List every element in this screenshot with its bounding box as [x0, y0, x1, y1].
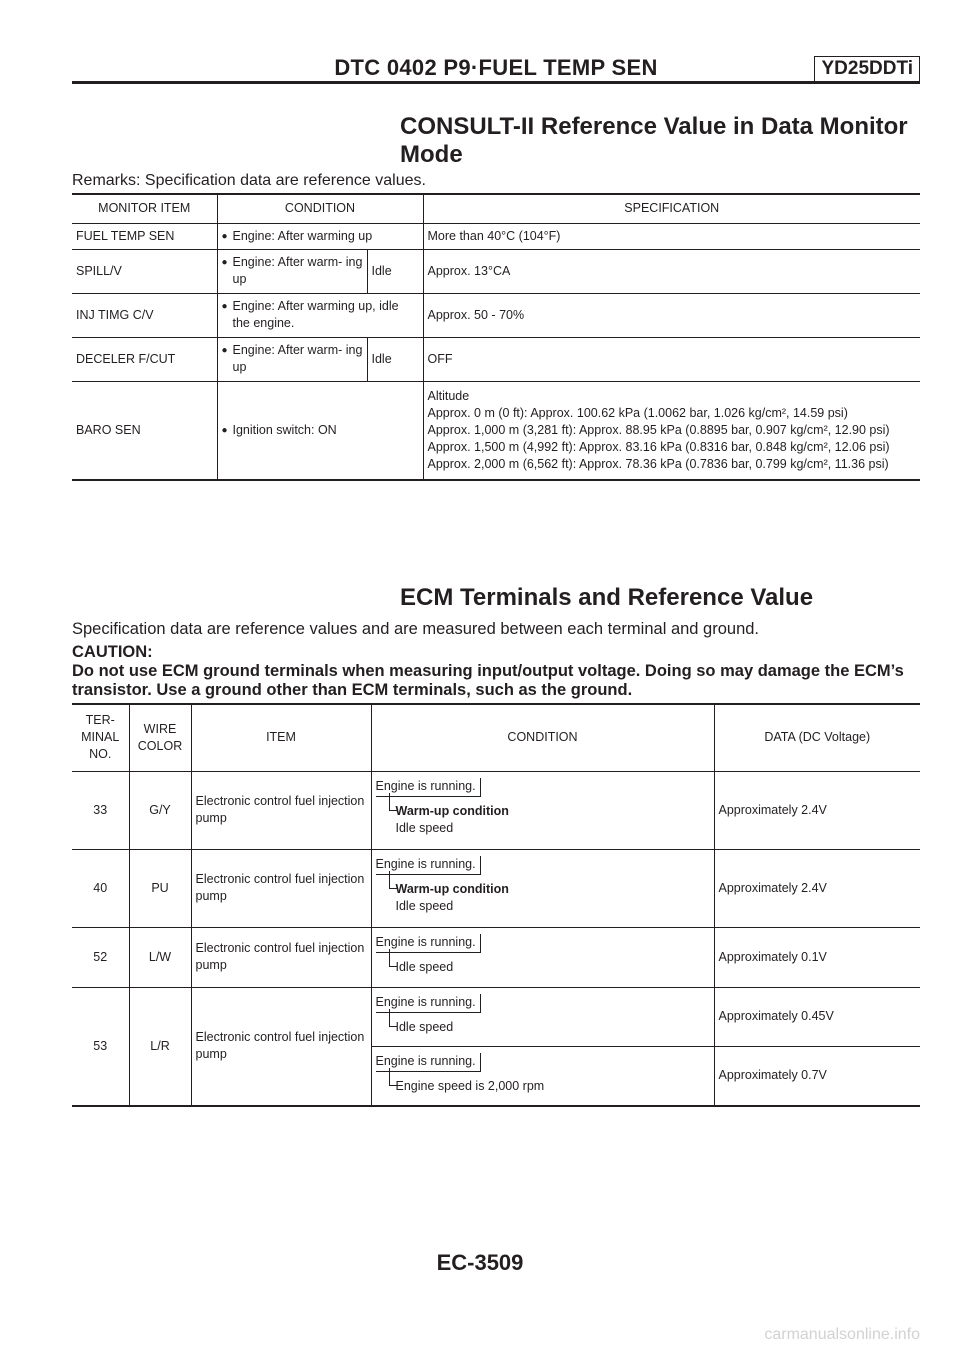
condition-sub: Idle speed — [395, 898, 454, 913]
condition: Ignition switch: ON — [232, 422, 337, 437]
condition: Engine: After warming up, idle the engine. — [232, 299, 399, 330]
spec-line: Approx. 0 m (0 ft): Approx. 100.62 kPa (1.0062 bar, 1.026 kg/cm², 14.59 psi) — [427, 405, 848, 420]
wire-color: G/Y — [129, 771, 191, 849]
watermark: carmanualsonline.info — [764, 1326, 920, 1343]
wire-color: PU — [129, 849, 191, 927]
monitor-item: DECELER F/CUT — [72, 337, 217, 381]
elbow-connector — [389, 871, 397, 889]
monitor-item: FUEL TEMP SEN — [72, 223, 217, 249]
spec-line: Approx. 2,000 m (6,562 ft): Approx. 78.36 kPa (0.7836 bar, 0.799 kg/cm², 11.36 psi) — [427, 456, 889, 471]
page-number: EC-3509 — [436, 1250, 524, 1275]
header-monitor-item: MONITOR ITEM — [72, 194, 217, 223]
condition: Engine: After warm- ing up — [232, 255, 363, 286]
header-condition: CONDITION — [217, 194, 423, 223]
specification: Approx. 50 - 70% — [423, 293, 920, 337]
table-header-row — [72, 704, 920, 771]
condition-head: Engine is running. — [376, 778, 481, 797]
page-header — [72, 53, 920, 85]
terminal-no: 53 — [72, 987, 129, 1106]
condition-sub: Idle speed — [395, 959, 454, 974]
condition-sub: Idle — [367, 337, 423, 381]
monitor-item: SPILL/V — [72, 249, 217, 293]
header-wire: WIRE COLOR — [129, 704, 191, 771]
bullet-icon: ● — [221, 230, 228, 242]
section1-title-line2: Mode — [400, 141, 463, 168]
elbow-connector — [389, 1068, 397, 1086]
condition-sub: Idle speed — [395, 1019, 454, 1034]
page-title: DTC 0402 P9·FUEL TEMP SEN — [334, 55, 658, 80]
terminal-no: 40 — [72, 849, 129, 927]
data-value: Approximately 2.4V — [714, 771, 920, 849]
bullet-icon: ● — [221, 257, 228, 268]
data-value: Approximately 0.7V — [714, 1046, 920, 1106]
section1-title — [400, 113, 908, 169]
ecm-terminals-table — [72, 703, 920, 1107]
specification: Approx. 13°CA — [423, 249, 920, 293]
elbow-connector — [389, 793, 397, 811]
intro-text: Specification data are reference values and are measured between each terminal and ground. — [72, 620, 760, 638]
data-value: Approximately 0.1V — [714, 927, 920, 987]
table-row — [72, 293, 920, 337]
condition-head: Engine is running. — [376, 1053, 481, 1072]
spec-line: Altitude — [427, 388, 470, 403]
table-row — [72, 381, 920, 480]
table-row — [72, 223, 920, 249]
bullet-icon: ● — [221, 424, 228, 436]
table-row — [72, 771, 920, 849]
spec-line: Approx. 1,000 m (3,281 ft): Approx. 88.95 kPa (0.8895 bar, 0.907 kg/cm², 12.90 psi) — [427, 422, 890, 437]
bullet-icon: ● — [221, 301, 228, 312]
wire-color: L/W — [129, 927, 191, 987]
spec-line: Approx. 1,500 m (4,992 ft): Approx. 83.16 kPa (0.8316 bar, 0.848 kg/cm², 12.06 psi) — [427, 439, 890, 454]
header-item: ITEM — [191, 704, 371, 771]
condition-head: Engine is running. — [376, 934, 481, 953]
data-value: Approximately 2.4V — [714, 849, 920, 927]
condition-sub: Engine speed is 2,000 rpm — [395, 1078, 545, 1093]
condition-head: Engine is running. — [376, 856, 481, 875]
caution-label: CAUTION: — [72, 643, 153, 661]
condition-head: Engine is running. — [376, 994, 481, 1013]
header-rule — [72, 81, 920, 84]
condition-sub: Idle — [367, 249, 423, 293]
monitor-item: BARO SEN — [72, 381, 217, 480]
specification: More than 40°C (104°F) — [423, 223, 920, 249]
header-data: DATA (DC Voltage) — [714, 704, 920, 771]
table-header-row — [72, 194, 920, 223]
specification: OFF — [423, 337, 920, 381]
item: Electronic control fuel injection pump — [191, 927, 371, 987]
remarks: Remarks: Specification data are reference values. — [72, 172, 426, 189]
condition-sub: Idle speed — [395, 820, 454, 835]
table-row — [72, 337, 920, 381]
bullet-icon: ● — [221, 345, 228, 356]
consult-reference-table — [72, 193, 920, 481]
data-value: Approximately 0.45V — [714, 987, 920, 1046]
caution-block — [72, 643, 932, 700]
monitor-item: INJ TIMG C/V — [72, 293, 217, 337]
model-badge: YD25DDTi — [814, 56, 920, 83]
terminal-no: 52 — [72, 927, 129, 987]
table-row — [72, 249, 920, 293]
table-row — [72, 849, 920, 927]
section1-title-line1: CONSULT-II Reference Value in Data Monitor — [400, 113, 908, 140]
table-row — [72, 927, 920, 987]
table-row — [72, 987, 920, 1046]
section2-title: ECM Terminals and Reference Value — [400, 584, 814, 611]
elbow-connector — [389, 949, 397, 967]
condition-bold: Warm-up condition — [395, 881, 509, 896]
header-specification: SPECIFICATION — [423, 194, 920, 223]
item: Electronic control fuel injection pump — [191, 987, 371, 1106]
caution-text: Do not use ECM ground terminals when measuring input/output voltage. Doing so may damage the ECM’s transistor. Use a ground other than ECM terminals, such as the ground. — [72, 662, 904, 699]
condition: Engine: After warm- ing up — [232, 343, 363, 374]
wire-color: L/R — [129, 987, 191, 1106]
elbow-connector — [389, 1009, 397, 1027]
item: Electronic control fuel injection pump — [191, 849, 371, 927]
header-condition: CONDITION — [371, 704, 714, 771]
header-terminal: TER- MINAL NO. — [72, 704, 129, 771]
condition: Engine: After warming up — [232, 228, 373, 243]
condition-bold: Warm-up condition — [395, 803, 509, 818]
item: Electronic control fuel injection pump — [191, 771, 371, 849]
terminal-no: 33 — [72, 771, 129, 849]
